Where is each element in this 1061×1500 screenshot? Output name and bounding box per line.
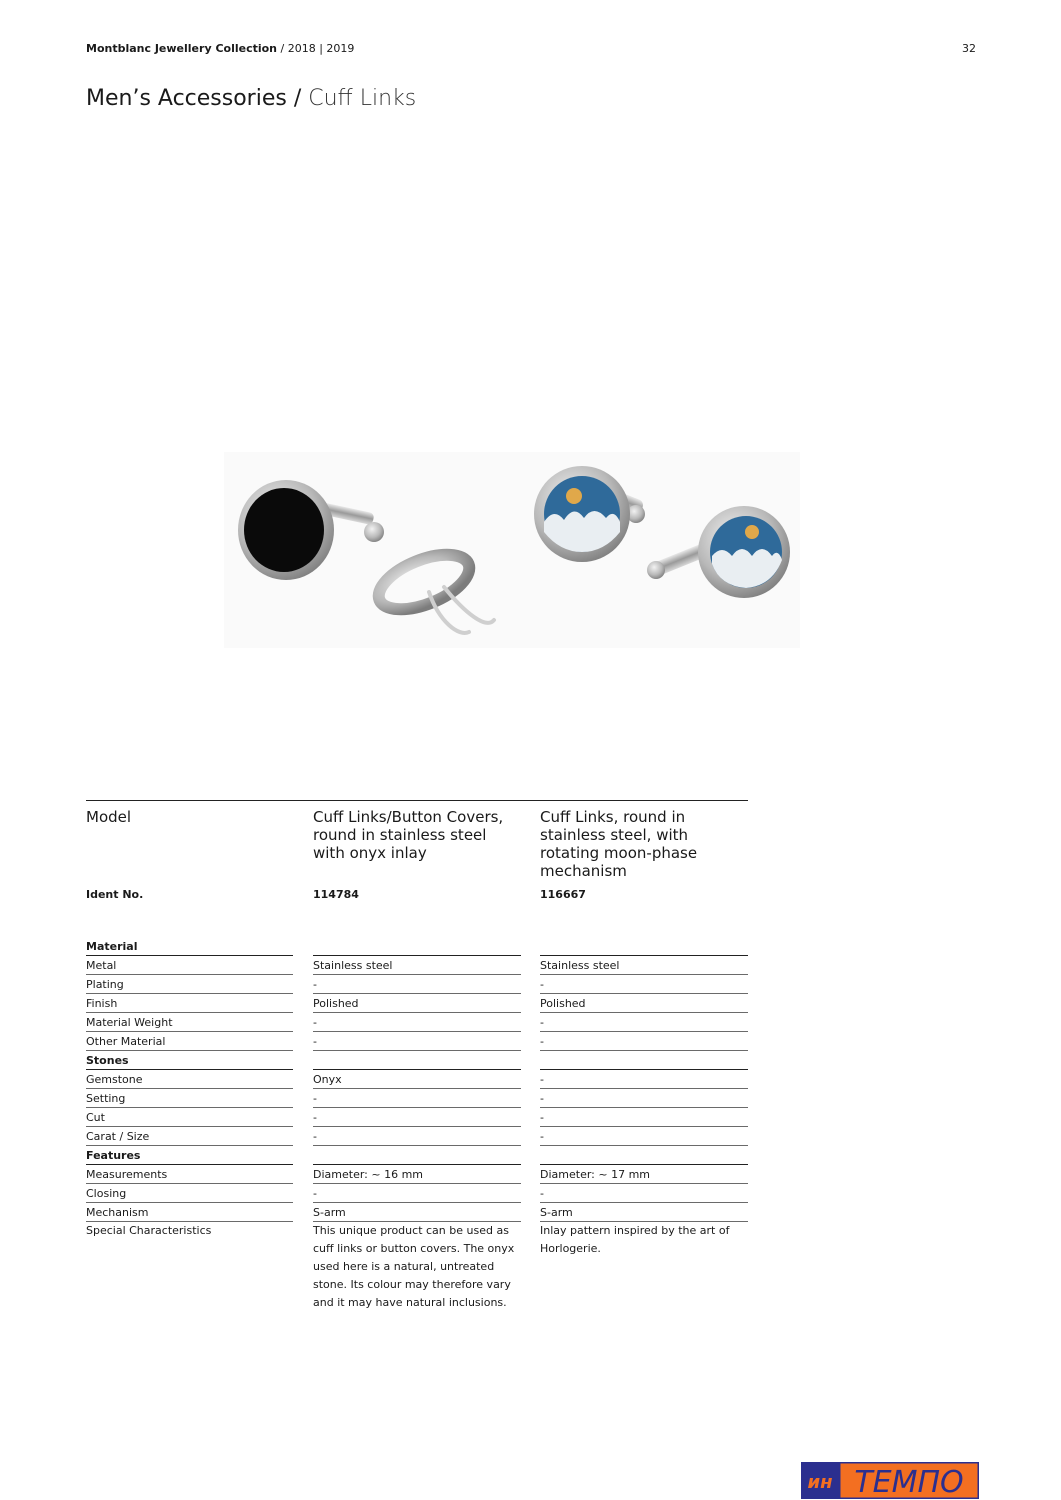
page-title — [86, 86, 416, 111]
spec-label: Cut — [86, 1108, 293, 1127]
spec-label: Setting — [86, 1089, 293, 1108]
spec-label: Mechanism — [86, 1203, 293, 1222]
spec-value-1: - — [313, 1108, 521, 1127]
spec-label: Measurements — [86, 1165, 293, 1184]
spec-value-2 — [540, 937, 748, 956]
spec-value-2 — [540, 1051, 748, 1070]
spec-value-1: Stainless steel — [313, 956, 521, 975]
spec-value-1: Diameter: ~ 16 mm — [313, 1165, 521, 1184]
spec-value-2: Diameter: ~ 17 mm — [540, 1165, 748, 1184]
spec-group-row — [86, 937, 748, 956]
page-number: 32 — [962, 42, 976, 55]
spec-row — [86, 1070, 748, 1089]
spec-value-1: - — [313, 975, 521, 994]
spec-value-2: Inlay pattern inspired by the art of Horlogerie. — [540, 1224, 730, 1255]
spec-label: Carat / Size — [86, 1127, 293, 1146]
spec-value-2: Polished — [540, 994, 748, 1013]
spec-group-label: Stones — [86, 1051, 293, 1070]
spec-value-2: Stainless steel — [540, 956, 748, 975]
spec-row — [86, 1108, 748, 1127]
spec-value-1: - — [313, 1127, 521, 1146]
spec-value-2: - — [540, 1032, 748, 1051]
spec-row — [86, 1184, 748, 1203]
spec-value-2: - — [540, 1089, 748, 1108]
spec-value-2: - — [540, 1108, 748, 1127]
svg-text:ТЕМПО: ТЕМПО — [854, 1465, 964, 1499]
ident-number-2: 116667 — [540, 888, 586, 901]
product-image — [224, 452, 800, 648]
spec-row — [86, 1127, 748, 1146]
spec-value-1 — [313, 1051, 521, 1070]
spec-value-2: - — [540, 975, 748, 994]
tempo-logo — [801, 1462, 979, 1499]
page-header — [86, 42, 976, 55]
spec-row — [86, 956, 748, 975]
spec-value-1: Onyx — [313, 1070, 521, 1089]
spec-value-1: - — [313, 1013, 521, 1032]
spec-row — [86, 975, 748, 994]
spec-value-2: - — [540, 1070, 748, 1089]
spec-label: Gemstone — [86, 1070, 293, 1089]
spec-group-row — [86, 1146, 748, 1165]
spec-value-2: S-arm — [540, 1203, 748, 1222]
title-separator: / — [286, 86, 309, 111]
spec-label: Plating — [86, 975, 293, 994]
spec-value-1 — [313, 937, 521, 956]
spec-value-1: - — [313, 1089, 521, 1108]
spec-group-label: Material — [86, 937, 293, 956]
collection-name: Montblanc Jewellery Collection — [86, 42, 278, 55]
spec-value-2: - — [540, 1127, 748, 1146]
model-name-1: Cuff Links/Button Covers, round in stainless steel with onyx inlay — [313, 808, 504, 862]
spec-group-label: Features — [86, 1146, 293, 1165]
ident-number-1: 114784 — [313, 888, 359, 901]
spec-label: Special Characteristics — [86, 1224, 212, 1237]
spec-rows — [86, 937, 748, 1309]
spec-value-1: - — [313, 1032, 521, 1051]
spec-value-1 — [313, 1146, 521, 1165]
spec-label: Other Material — [86, 1032, 293, 1051]
spec-row — [86, 1013, 748, 1032]
spec-group-row — [86, 1051, 748, 1070]
spec-value-1: S-arm — [313, 1203, 521, 1222]
spec-row — [86, 1203, 748, 1222]
spec-row — [86, 1165, 748, 1184]
spec-value-2: - — [540, 1184, 748, 1203]
spec-label: Material Weight — [86, 1013, 293, 1032]
spec-value-2: - — [540, 1013, 748, 1032]
collection-edition: / 2018 | 2019 — [277, 42, 355, 55]
spec-value-1: Polished — [313, 994, 521, 1013]
spec-value-1: This unique product can be used as cuff links or button covers. The onyx used here is a natural, untreated stone. Its colour may therefore vary and it may have natural inclusions. — [313, 1224, 515, 1309]
model-name-2: Cuff Links, round in stainless steel, with rotating moon-phase mechanism — [540, 808, 698, 880]
spec-row — [86, 1089, 748, 1108]
table-top-rule — [86, 800, 748, 801]
spec-row — [86, 994, 748, 1013]
svg-text:ин: ин — [807, 1472, 833, 1493]
spec-value-2 — [540, 1146, 748, 1165]
spec-row — [86, 1032, 748, 1051]
category-subtitle: Cuff Links — [308, 86, 417, 111]
model-label: Model — [86, 808, 132, 826]
ident-label: Ident No. — [86, 888, 144, 901]
spec-value-1: - — [313, 1184, 521, 1203]
spec-label: Metal — [86, 956, 293, 975]
category-title: Men’s Accessories — [86, 86, 287, 111]
spec-label: Closing — [86, 1184, 293, 1203]
spec-label: Finish — [86, 994, 293, 1013]
